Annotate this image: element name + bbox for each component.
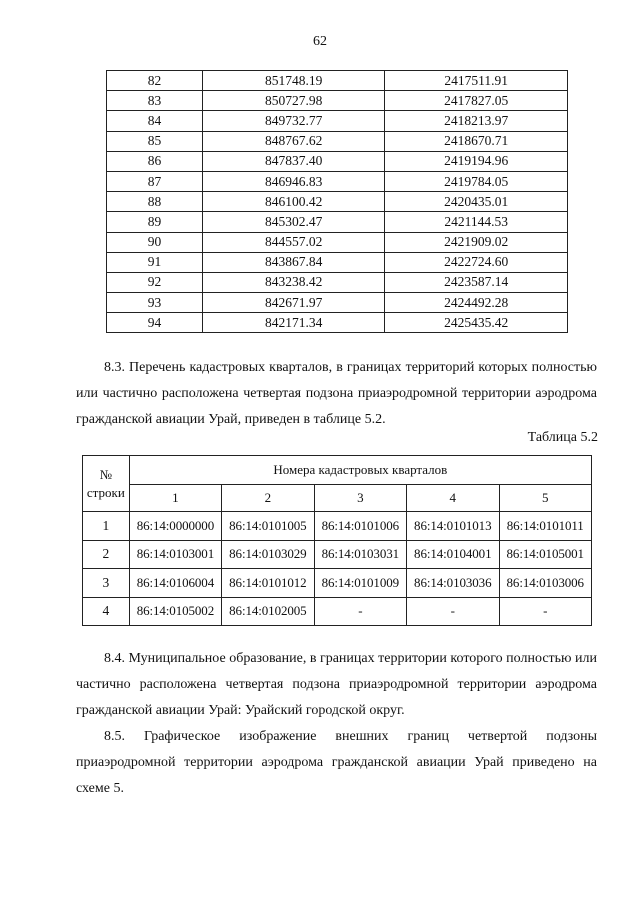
x-coordinate-cell: 843867.84 [202,252,384,272]
table-row [107,293,568,313]
cadastral-quarters-table [82,455,592,626]
y-coordinate-cell: 2423587.14 [385,272,568,292]
paragraph-8-3: 8.3. Перечень кадастровых кварталов, в границах территорий которых полностью или частично расположена четвертая подзона приаэродромной территории аэродрома гражданской авиации Урай, приведен в таблице 5.2. [76,360,597,427]
column-number-header: 4 [407,485,499,512]
table-row [107,71,568,91]
y-coordinate-cell: 2418213.97 [385,111,568,131]
cadastral-number-cell: 86:14:0101011 [499,512,592,541]
cadastral-number-cell: 86:14:0101012 [222,569,314,598]
point-number-cell: 88 [107,192,203,212]
point-number-cell: 84 [107,111,203,131]
table-caption: Таблица 5.2 [527,430,598,445]
table-row [107,111,568,131]
column-number-header: 5 [499,485,592,512]
table-row [83,569,592,598]
row-number-cell: 1 [83,512,130,541]
point-number-cell: 86 [107,151,203,171]
cadastral-number-cell: 86:14:0101006 [314,512,406,541]
x-coordinate-cell: 846100.42 [202,192,384,212]
coordinates-table [106,70,568,333]
cadastral-number-cell: 86:14:0101005 [222,512,314,541]
column-number-header: 1 [129,485,221,512]
table-row [107,171,568,191]
y-coordinate-cell: 2420435.01 [385,192,568,212]
y-coordinate-cell: 2417827.05 [385,91,568,111]
point-number-cell: 85 [107,131,203,151]
y-coordinate-cell: 2421909.02 [385,232,568,252]
page-number: 62 [313,34,327,49]
point-number-cell: 93 [107,293,203,313]
point-number-cell: 83 [107,91,203,111]
y-coordinate-cell: 2417511.91 [385,71,568,91]
x-coordinate-cell: 846946.83 [202,171,384,191]
cadastral-number-cell: 86:14:0000000 [129,512,221,541]
table-row [107,212,568,232]
paragraph-8-5: 8.5. Графическое изображение внешних границ четвертой подзоны приаэродромной территории аэродрома гражданской авиации Урай приведено на схеме 5. [76,729,597,796]
x-coordinate-cell: 848767.62 [202,131,384,151]
cadastral-number-cell: 86:14:0104001 [407,540,499,569]
cadastral-number-cell: 86:14:0103006 [499,569,592,598]
cadastral-number-cell: - [499,597,592,626]
x-coordinate-cell: 842671.97 [202,293,384,313]
table-row [107,232,568,252]
point-number-cell: 91 [107,252,203,272]
y-coordinate-cell: 2422724.60 [385,252,568,272]
table-row [107,313,568,333]
point-number-cell: 94 [107,313,203,333]
x-coordinate-cell: 845302.47 [202,212,384,232]
table-row [107,151,568,171]
x-coordinate-cell: 851748.19 [202,71,384,91]
cadastral-number-cell: 86:14:0101013 [407,512,499,541]
point-number-cell: 92 [107,272,203,292]
cadastral-number-cell: 86:14:0103036 [407,569,499,598]
header-cadastral-title: Номера кадастровых кварталов [129,456,591,485]
point-number-cell: 87 [107,171,203,191]
x-coordinate-cell: 847837.40 [202,151,384,171]
y-coordinate-cell: 2419784.05 [385,171,568,191]
header-row-number: № строки [83,456,130,512]
cadastral-number-cell: - [314,597,406,626]
x-coordinate-cell: 844557.02 [202,232,384,252]
table-row [107,91,568,111]
y-coordinate-cell: 2419194.96 [385,151,568,171]
row-number-cell: 2 [83,540,130,569]
y-coordinate-cell: 2418670.71 [385,131,568,151]
y-coordinate-cell: 2424492.28 [385,293,568,313]
table-row [107,252,568,272]
cadastral-number-cell: 86:14:0106004 [129,569,221,598]
point-number-cell: 90 [107,232,203,252]
paragraph-8-4: 8.4. Муниципальное образование, в границах территории которого полностью или частично расположена четвертая подзона приаэродромной территории аэродрома гражданской авиации Урай: Урайский городской округ. [76,651,597,718]
cadastral-number-cell: - [407,597,499,626]
x-coordinate-cell: 849732.77 [202,111,384,131]
cadastral-number-cell: 86:14:0102005 [222,597,314,626]
y-coordinate-cell: 2425435.42 [385,313,568,333]
table-row [83,512,592,541]
x-coordinate-cell: 850727.98 [202,91,384,111]
table-row [107,192,568,212]
point-number-cell: 82 [107,71,203,91]
cadastral-number-cell: 86:14:0103001 [129,540,221,569]
column-number-header: 2 [222,485,314,512]
table-row [83,540,592,569]
cadastral-number-cell: 86:14:0105001 [499,540,592,569]
x-coordinate-cell: 843238.42 [202,272,384,292]
cadastral-number-cell: 86:14:0105002 [129,597,221,626]
column-number-header: 3 [314,485,406,512]
cadastral-number-cell: 86:14:0103029 [222,540,314,569]
cadastral-number-cell: 86:14:0101009 [314,569,406,598]
cadastral-number-cell: 86:14:0103031 [314,540,406,569]
point-number-cell: 89 [107,212,203,232]
row-number-cell: 3 [83,569,130,598]
y-coordinate-cell: 2421144.53 [385,212,568,232]
x-coordinate-cell: 842171.34 [202,313,384,333]
row-number-cell: 4 [83,597,130,626]
table-row [107,272,568,292]
table-row [107,131,568,151]
table-row [83,597,592,626]
